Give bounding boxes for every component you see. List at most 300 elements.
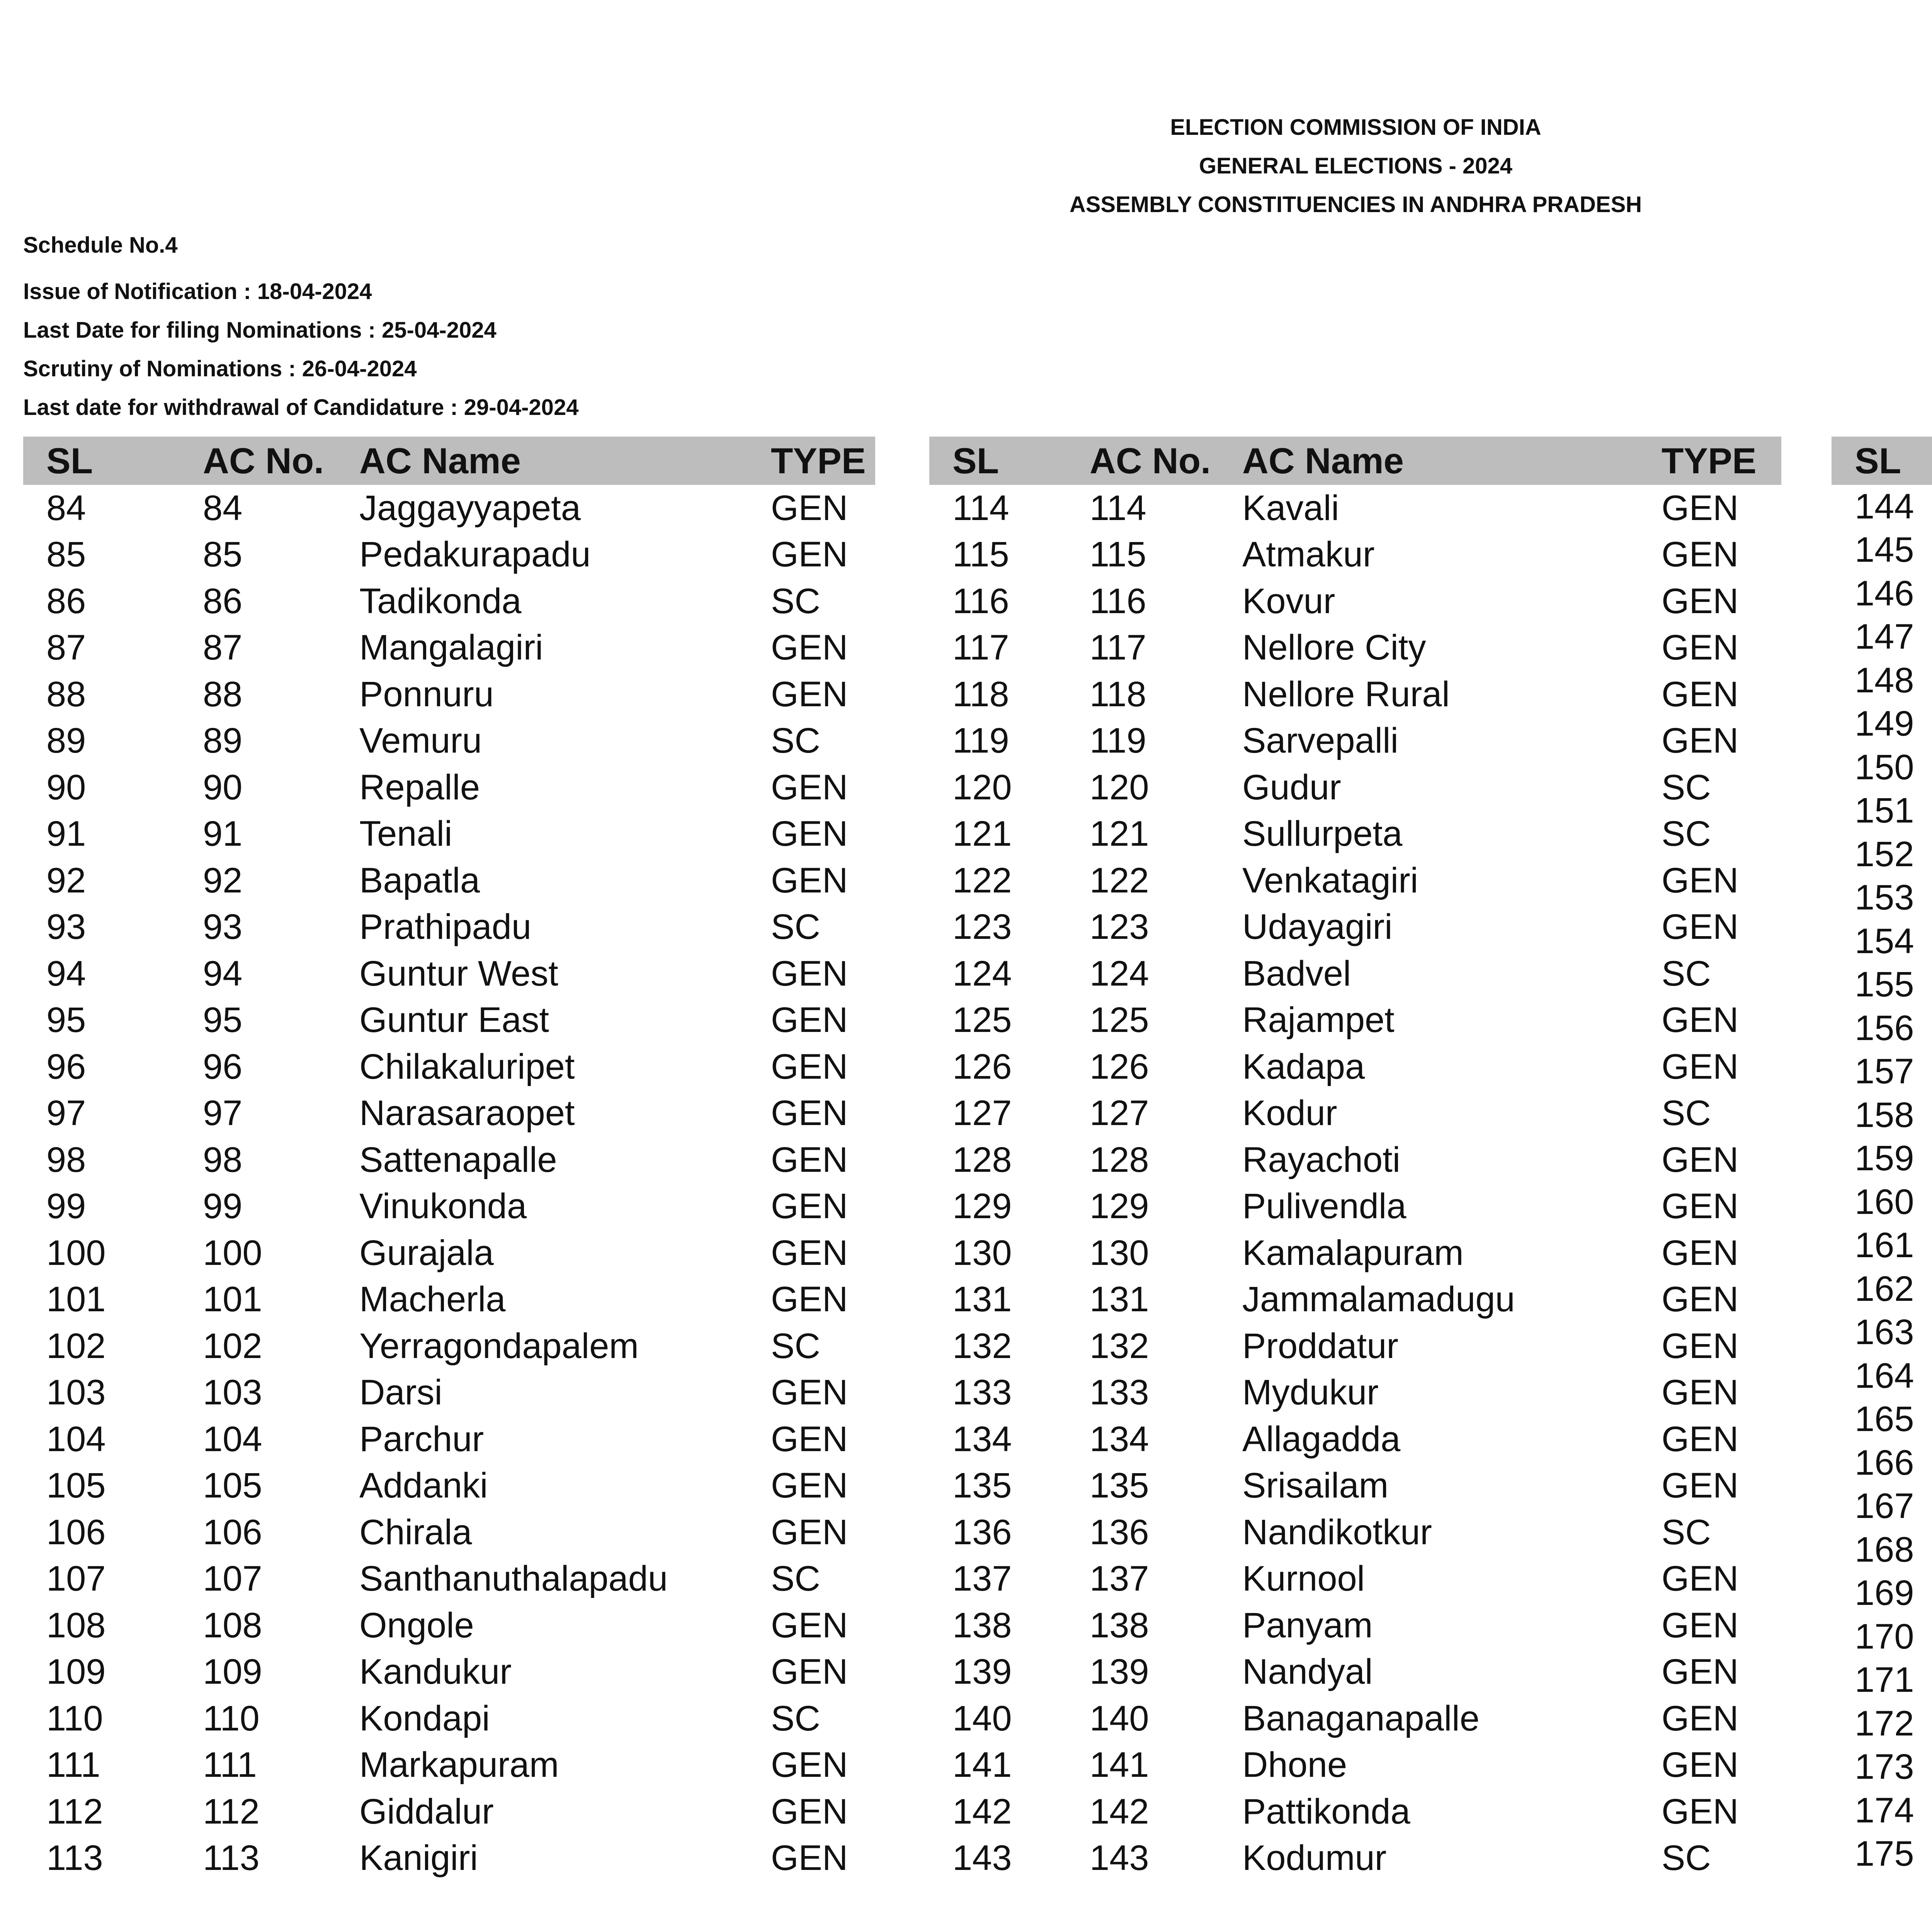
cell-ac-no: 112	[203, 1792, 260, 1831]
cell-ac-no: 143	[1090, 1838, 1149, 1878]
cell-sl: 171	[1855, 1660, 1914, 1700]
table-row	[23, 1788, 875, 1835]
cell-sl: 109	[46, 1652, 106, 1692]
cell-sl: 168	[1855, 1530, 1914, 1569]
title-line-2: GENERAL ELECTIONS - 2024	[1199, 153, 1513, 178]
cell-sl: 100	[46, 1233, 106, 1273]
table-row	[23, 1695, 875, 1742]
cell-ac-no: 136	[1090, 1512, 1149, 1552]
table-row	[23, 1509, 875, 1556]
title-line-3: ASSEMBLY CONSTITUENCIES IN ANDHRA PRADESH	[1069, 192, 1642, 217]
cell-sl: 110	[46, 1698, 103, 1738]
cell-ac-no: 127	[1090, 1093, 1149, 1133]
cell-type: SC	[771, 1698, 820, 1738]
cell-sl: 86	[46, 581, 86, 621]
cell-ac-name: Ongole	[359, 1605, 474, 1645]
cell-ac-name: Panyam	[1242, 1605, 1373, 1645]
cell-type: GEN	[771, 1233, 848, 1273]
column-header-sl: SL	[1832, 437, 1932, 485]
cell-ac-no: 117	[1090, 628, 1146, 668]
table-row	[23, 1416, 875, 1463]
table-row	[929, 1835, 1781, 1882]
table-row	[929, 1742, 1781, 1789]
cell-sl: 152	[1855, 834, 1914, 874]
table-row	[1832, 876, 1932, 920]
table-row	[929, 1277, 1781, 1323]
table-row	[929, 811, 1781, 858]
table-row	[1832, 1224, 1932, 1268]
cell-ac-no: 91	[203, 814, 243, 854]
cell-sl: 137	[952, 1559, 1012, 1599]
table-row	[929, 532, 1781, 578]
cell-ac-name: Pedakurapadu	[359, 535, 591, 575]
cell-sl: 155	[1855, 965, 1914, 1005]
cell-sl: 117	[952, 628, 1009, 668]
cell-ac-name: Vemuru	[359, 721, 482, 761]
table-row	[1832, 615, 1932, 659]
cell-sl: 143	[952, 1838, 1012, 1878]
cell-ac-no: 118	[1090, 674, 1146, 714]
column-header-sl: SL	[929, 437, 1066, 485]
cell-type: GEN	[771, 1838, 848, 1878]
cell-ac-no: 106	[203, 1512, 262, 1552]
table-row	[1832, 1702, 1932, 1746]
cell-ac-name: Pattikonda	[1242, 1792, 1410, 1831]
table-row	[1832, 1832, 1932, 1876]
cell-ac-no: 120	[1090, 767, 1149, 807]
constituency-table	[1832, 437, 1932, 1876]
cell-ac-name: Nellore Rural	[1242, 674, 1450, 714]
cell-type: GEN	[1662, 1559, 1739, 1599]
cell-sl: 106	[46, 1512, 106, 1552]
table-row	[1832, 920, 1932, 963]
last-date-withdrawal: Last date for withdrawal of Candidature : 29-04-2024	[23, 395, 579, 420]
cell-ac-name: Chilakaluripet	[359, 1047, 575, 1086]
table-row	[1832, 833, 1932, 876]
cell-sl: 164	[1855, 1356, 1914, 1395]
cell-sl: 138	[952, 1605, 1012, 1645]
cell-ac-no: 108	[203, 1605, 262, 1645]
table-row	[1832, 1659, 1932, 1702]
cell-sl: 113	[46, 1838, 103, 1878]
cell-sl: 148	[1855, 660, 1914, 700]
cell-sl: 121	[952, 814, 1012, 854]
table-row	[929, 857, 1781, 904]
table-row	[23, 1230, 875, 1277]
cell-ac-no: 130	[1090, 1233, 1149, 1273]
table-row	[1832, 963, 1932, 1007]
cell-type: GEN	[771, 860, 848, 900]
cell-ac-no: 92	[203, 860, 243, 900]
cell-ac-no: 139	[1090, 1652, 1149, 1692]
cell-ac-no: 90	[203, 767, 243, 807]
cell-ac-no: 121	[1090, 814, 1149, 854]
cell-type: GEN	[771, 767, 848, 807]
cell-ac-name: Rajampet	[1242, 1000, 1395, 1040]
cell-ac-name: Ponnuru	[359, 674, 494, 714]
cell-ac-name: Macherla	[359, 1280, 506, 1319]
cell-ac-name: Kandukur	[359, 1652, 512, 1692]
table-row	[1832, 1528, 1932, 1572]
cell-sl: 139	[952, 1652, 1012, 1692]
column-header-ac-no: AC No.	[1066, 437, 1219, 485]
cell-ac-no: 123	[1090, 907, 1149, 947]
cell-type: SC	[1662, 814, 1711, 854]
cell-sl: 151	[1855, 791, 1914, 831]
cell-sl: 104	[46, 1419, 106, 1459]
cell-sl: 87	[46, 628, 86, 668]
cell-sl: 111	[46, 1745, 100, 1785]
cell-ac-no: 94	[203, 954, 243, 993]
cell-type: GEN	[1662, 1466, 1739, 1506]
cell-type: GEN	[1662, 488, 1739, 528]
cell-ac-no: 107	[203, 1559, 262, 1599]
cell-ac-name: Addanki	[359, 1466, 488, 1506]
table-row	[1832, 1746, 1932, 1789]
cell-ac-name: Sarvepalli	[1242, 721, 1398, 761]
cell-type: GEN	[771, 1512, 848, 1552]
table-row	[929, 1649, 1781, 1696]
cell-ac-no: 114	[1090, 488, 1146, 528]
cell-ac-no: 85	[203, 535, 243, 575]
cell-ac-name: Jammalamadugu	[1242, 1280, 1515, 1319]
cell-sl: 136	[952, 1512, 1012, 1552]
cell-ac-no: 87	[203, 628, 243, 668]
cell-sl: 126	[952, 1047, 1012, 1086]
cell-sl: 123	[952, 907, 1012, 947]
cell-ac-no: 140	[1090, 1698, 1149, 1738]
cell-sl: 129	[952, 1186, 1012, 1226]
cell-type: GEN	[771, 674, 848, 714]
cell-ac-no: 110	[203, 1698, 260, 1738]
table-row	[1832, 702, 1932, 746]
cell-ac-name: Rayachoti	[1242, 1140, 1401, 1180]
table-row	[1832, 1050, 1932, 1094]
cell-ac-name: Chirala	[359, 1512, 472, 1552]
cell-sl: 133	[952, 1373, 1012, 1412]
cell-ac-name: Gudur	[1242, 767, 1341, 807]
cell-ac-no: 132	[1090, 1326, 1149, 1366]
cell-sl: 85	[46, 535, 86, 575]
cell-sl: 108	[46, 1605, 106, 1645]
cell-sl: 130	[952, 1233, 1012, 1273]
cell-ac-name: Darsi	[359, 1373, 442, 1412]
cell-sl: 157	[1855, 1052, 1914, 1091]
cell-ac-name: Kavali	[1242, 488, 1339, 528]
cell-sl: 175	[1855, 1834, 1914, 1874]
cell-ac-no: 124	[1090, 954, 1149, 993]
cell-sl: 124	[952, 954, 1012, 993]
cell-ac-name: Guntur West	[359, 954, 558, 993]
table-row	[929, 1788, 1781, 1835]
table-row	[1832, 1180, 1932, 1224]
constituency-table-2	[929, 437, 1781, 1882]
cell-sl: 156	[1855, 1008, 1914, 1048]
cell-ac-name: Sattenapalle	[359, 1140, 557, 1180]
column-header-ac-name: AC Name	[336, 437, 771, 485]
cell-ac-name: Kurnool	[1242, 1559, 1365, 1599]
cell-ac-name: Mangalagiri	[359, 628, 543, 668]
cell-ac-no: 100	[203, 1233, 262, 1273]
table-row	[929, 485, 1781, 532]
cell-sl: 127	[952, 1093, 1012, 1133]
cell-sl: 118	[952, 674, 1009, 714]
cell-ac-name: Yerragondapalem	[359, 1326, 639, 1366]
issue-of-notification: Issue of Notification : 18-04-2024	[23, 279, 372, 304]
table-row	[929, 1370, 1781, 1416]
cell-ac-name: Repalle	[359, 767, 480, 807]
table-row	[1832, 1441, 1932, 1485]
cell-sl: 131	[952, 1280, 1012, 1319]
table-row	[929, 1602, 1781, 1649]
table-row	[1832, 746, 1932, 789]
cell-sl: 125	[952, 1000, 1012, 1040]
cell-sl: 95	[46, 1000, 86, 1040]
cell-sl: 149	[1855, 704, 1914, 744]
cell-ac-no: 93	[203, 907, 243, 947]
table-row	[929, 1090, 1781, 1137]
cell-ac-no: 84	[203, 488, 243, 528]
cell-sl: 101	[46, 1280, 106, 1319]
table-row	[23, 671, 875, 718]
cell-sl: 162	[1855, 1269, 1914, 1309]
cell-ac-no: 109	[203, 1652, 262, 1692]
table-row	[23, 532, 875, 578]
cell-type: GEN	[1662, 1605, 1739, 1645]
cell-ac-no: 116	[1090, 581, 1146, 621]
table-row	[929, 1556, 1781, 1603]
cell-sl: 172	[1855, 1703, 1914, 1743]
table-row	[929, 1230, 1781, 1277]
cell-type: GEN	[1662, 535, 1739, 575]
cell-sl: 145	[1855, 530, 1914, 570]
cell-sl: 120	[952, 767, 1012, 807]
table-row	[1832, 789, 1932, 833]
cell-type: SC	[1662, 1093, 1711, 1133]
cell-sl: 116	[952, 581, 1009, 621]
cell-sl: 99	[46, 1186, 86, 1226]
cell-ac-no: 103	[203, 1373, 262, 1412]
column-header-type: TYPE	[771, 437, 875, 485]
cell-type: GEN	[1662, 1745, 1739, 1785]
cell-ac-no: 105	[203, 1466, 262, 1506]
table-row	[23, 1323, 875, 1370]
table-row	[1832, 659, 1932, 702]
cell-ac-no: 88	[203, 674, 243, 714]
cell-sl: 107	[46, 1559, 106, 1599]
cell-ac-no: 101	[203, 1280, 262, 1319]
cell-ac-no: 113	[203, 1838, 260, 1878]
cell-ac-name: Nandikotkur	[1242, 1512, 1432, 1552]
cell-sl: 122	[952, 860, 1012, 900]
cell-type: GEN	[771, 814, 848, 854]
table-row	[929, 718, 1781, 765]
cell-ac-name: Kodur	[1242, 1093, 1337, 1133]
table-row	[929, 1416, 1781, 1463]
table-row	[23, 764, 875, 811]
table-row	[1832, 1267, 1932, 1311]
table-row	[1832, 1789, 1932, 1832]
table-row	[23, 904, 875, 951]
cell-ac-name: Giddalur	[359, 1792, 494, 1831]
cell-type: SC	[771, 581, 820, 621]
table-row	[23, 1835, 875, 1882]
table-row	[929, 764, 1781, 811]
cell-sl: 135	[952, 1466, 1012, 1506]
cell-ac-name: Pulivendla	[1242, 1186, 1406, 1226]
scrutiny-of-nominations: Scrutiny of Nominations : 26-04-2024	[23, 356, 417, 381]
cell-ac-name: Bapatla	[359, 860, 480, 900]
last-date-nominations: Last Date for filing Nominations : 25-04-2024	[23, 318, 497, 343]
cell-ac-name: Vinukonda	[359, 1186, 527, 1226]
cell-type: GEN	[771, 1745, 848, 1785]
cell-sl: 103	[46, 1373, 106, 1412]
cell-sl: 115	[952, 535, 1009, 575]
table-row	[23, 857, 875, 904]
cell-sl: 165	[1855, 1399, 1914, 1439]
table-row	[1832, 1615, 1932, 1659]
table-row	[23, 811, 875, 858]
cell-sl: 174	[1855, 1790, 1914, 1830]
cell-type: GEN	[771, 1373, 848, 1412]
cell-type: GEN	[1662, 1326, 1739, 1366]
table-row	[929, 1509, 1781, 1556]
table-row	[23, 625, 875, 671]
cell-ac-name: Proddatur	[1242, 1326, 1399, 1366]
cell-ac-no: 99	[203, 1186, 243, 1226]
cell-ac-no: 95	[203, 1000, 243, 1040]
cell-ac-name: Banaganapalle	[1242, 1698, 1480, 1738]
cell-ac-no: 111	[203, 1745, 257, 1785]
cell-ac-no: 104	[203, 1419, 262, 1459]
cell-ac-name: Udayagiri	[1242, 907, 1393, 947]
cell-ac-no: 129	[1090, 1186, 1149, 1226]
cell-ac-name: Guntur East	[359, 1000, 549, 1040]
cell-sl: 91	[46, 814, 86, 854]
table-row	[1832, 572, 1932, 615]
cell-type: GEN	[771, 1186, 848, 1226]
cell-sl: 93	[46, 907, 86, 947]
cell-ac-name: Prathipadu	[359, 907, 531, 947]
column-header-sl: SL	[23, 437, 180, 485]
table-row	[929, 950, 1781, 997]
table-row	[929, 1044, 1781, 1090]
table-row	[23, 997, 875, 1044]
table-row	[1832, 1093, 1932, 1137]
table-row	[929, 671, 1781, 718]
cell-type: GEN	[771, 1792, 848, 1831]
table-row	[23, 1044, 875, 1090]
cell-ac-no: 142	[1090, 1792, 1149, 1831]
cell-sl: 161	[1855, 1226, 1914, 1265]
cell-type: GEN	[771, 1466, 848, 1506]
cell-sl: 92	[46, 860, 86, 900]
cell-type: GEN	[1662, 1280, 1739, 1319]
table-row	[23, 1602, 875, 1649]
cell-sl: 167	[1855, 1486, 1914, 1526]
table-row	[1832, 485, 1932, 529]
cell-sl: 114	[952, 488, 1009, 528]
cell-sl: 119	[952, 721, 1009, 761]
cell-ac-no: 126	[1090, 1047, 1149, 1086]
cell-ac-no: 98	[203, 1140, 243, 1180]
cell-sl: 112	[46, 1792, 103, 1831]
cell-ac-name: Kanigiri	[359, 1838, 478, 1878]
cell-type: SC	[771, 907, 820, 947]
cell-sl: 169	[1855, 1573, 1914, 1613]
cell-ac-name: Venkatagiri	[1242, 860, 1418, 900]
cell-type: GEN	[1662, 860, 1739, 900]
cell-type: GEN	[771, 488, 848, 528]
cell-sl: 166	[1855, 1443, 1914, 1482]
table-row	[23, 1277, 875, 1323]
cell-sl: 173	[1855, 1747, 1914, 1787]
table-row	[23, 1463, 875, 1509]
table-header-row	[1832, 437, 1932, 485]
cell-ac-name: Kamalapuram	[1242, 1233, 1464, 1273]
cell-type: GEN	[1662, 1419, 1739, 1459]
cell-ac-name: Jaggayyapeta	[359, 488, 581, 528]
cell-type: GEN	[1662, 1186, 1739, 1226]
cell-ac-no: 125	[1090, 1000, 1149, 1040]
cell-type: SC	[771, 721, 820, 761]
table-row	[929, 625, 1781, 671]
cell-type: GEN	[1662, 628, 1739, 668]
cell-sl: 88	[46, 674, 86, 714]
constituency-table-1	[23, 437, 875, 1882]
cell-ac-no: 134	[1090, 1419, 1149, 1459]
table-row	[929, 1323, 1781, 1370]
cell-type: GEN	[1662, 907, 1739, 947]
cell-type: GEN	[1662, 721, 1739, 761]
cell-sl: 144	[1855, 486, 1914, 526]
table-row	[929, 1695, 1781, 1742]
cell-sl: 102	[46, 1326, 106, 1366]
cell-type: GEN	[1662, 1652, 1739, 1692]
cell-ac-name: Tenali	[359, 814, 452, 854]
cell-sl: 142	[952, 1792, 1012, 1831]
cell-ac-name: Nellore City	[1242, 628, 1426, 668]
table-row	[23, 1649, 875, 1696]
cell-sl: 94	[46, 954, 86, 993]
table-row	[23, 485, 875, 532]
table-row	[1832, 1354, 1932, 1398]
cell-ac-name: Kodumur	[1242, 1838, 1387, 1878]
cell-ac-name: Dhone	[1242, 1745, 1347, 1785]
cell-sl: 153	[1855, 878, 1914, 918]
cell-type: GEN	[771, 1093, 848, 1133]
cell-type: SC	[1662, 1838, 1711, 1878]
cell-sl: 96	[46, 1047, 86, 1086]
cell-ac-no: 89	[203, 721, 243, 761]
constituency-table	[23, 437, 875, 1882]
cell-sl: 132	[952, 1326, 1012, 1366]
cell-type: GEN	[1662, 581, 1739, 621]
cell-sl: 90	[46, 767, 86, 807]
table-row	[929, 997, 1781, 1044]
column-header-ac-no: AC No.	[180, 437, 336, 485]
table-row	[929, 1137, 1781, 1183]
constituency-table-3	[1832, 437, 1932, 1876]
cell-ac-name: Markapuram	[359, 1745, 559, 1785]
cell-type: GEN	[1662, 1373, 1739, 1412]
cell-type: SC	[771, 1559, 820, 1599]
cell-type: GEN	[771, 1652, 848, 1692]
cell-ac-name: Kondapi	[359, 1698, 490, 1738]
cell-type: GEN	[771, 1605, 848, 1645]
table-row	[1832, 1006, 1932, 1050]
cell-type: GEN	[1662, 1792, 1739, 1831]
